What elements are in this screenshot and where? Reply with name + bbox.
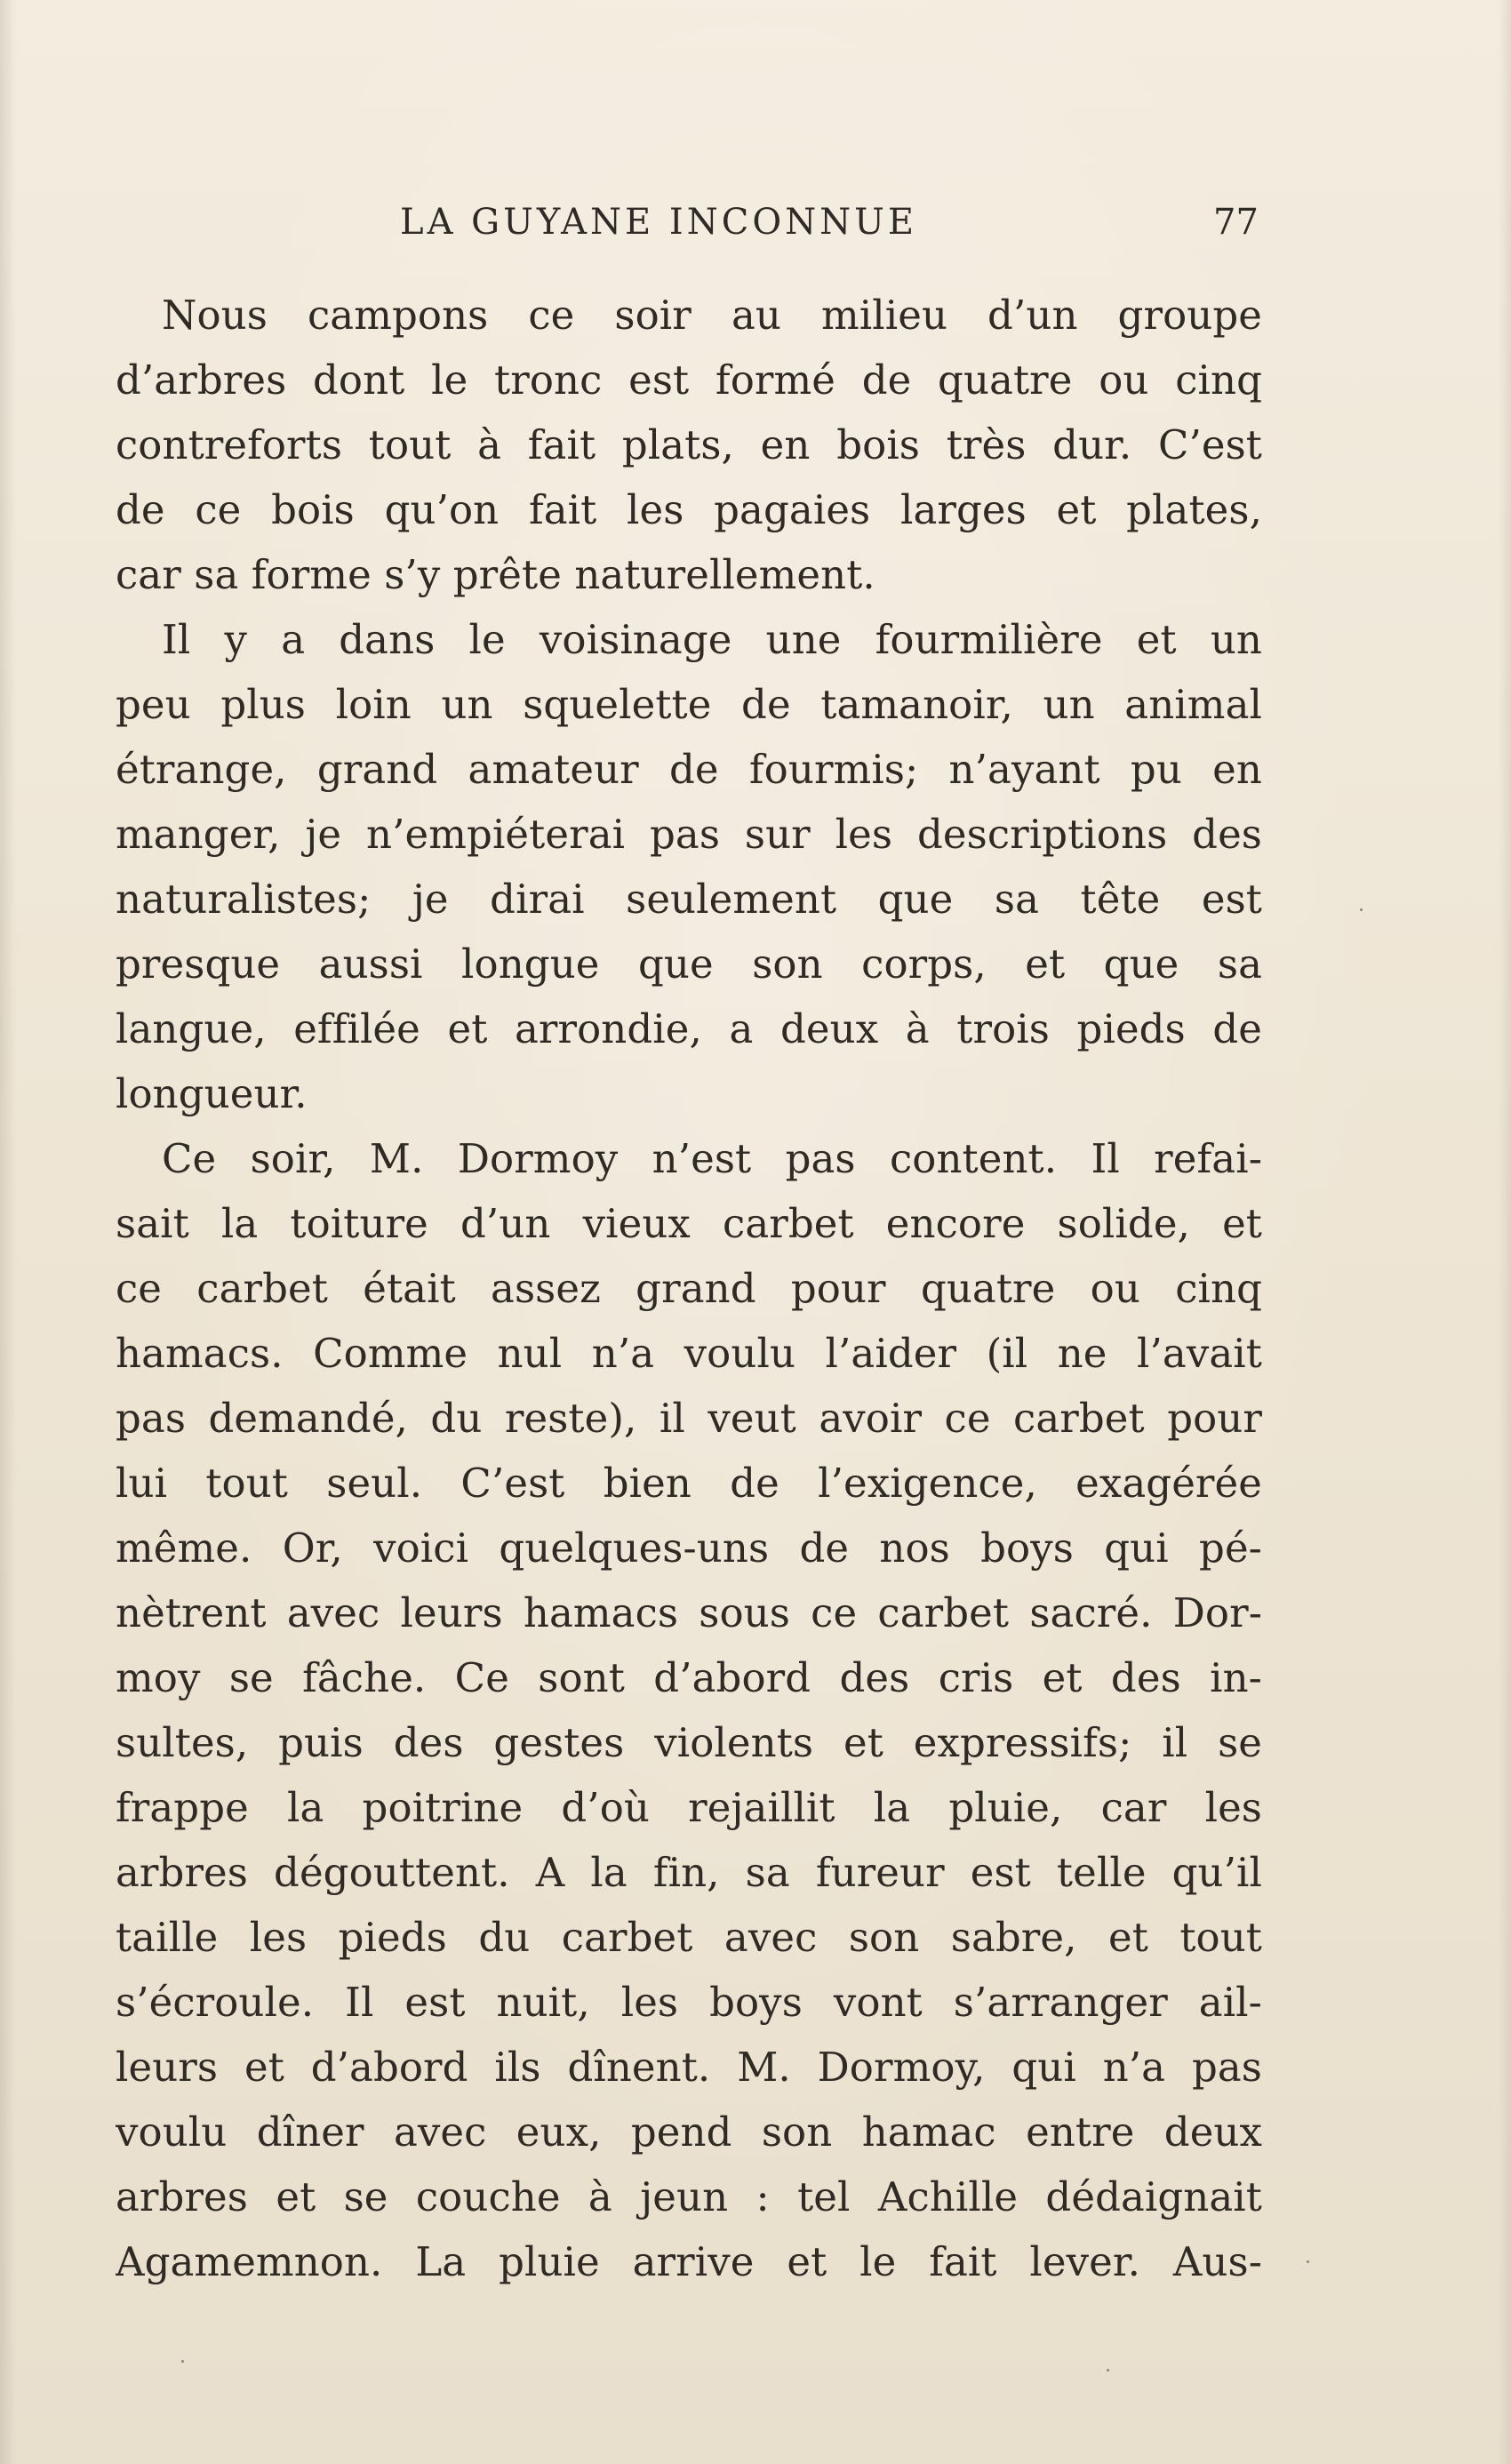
text-line: Il y a dans le voisinage une fourmilière et un	[162, 616, 1262, 663]
text-line: leurs et d’abord ils dînent. M. Dormoy, qui n’a pas	[116, 2044, 1262, 2091]
paper-speck	[1307, 2260, 1309, 2263]
text-line: nètrent avec leurs hamacs sous ce carbet sacré. Dor-	[116, 1589, 1262, 1636]
paper-speck	[181, 2360, 184, 2363]
page-header	[0, 194, 1511, 251]
text-line: naturalistes; je dirai seulement que sa tête est	[116, 876, 1262, 923]
text-line: presque aussi longue que son corps, et que sa	[116, 940, 1262, 988]
page-number: 77	[1213, 202, 1259, 243]
page-edge-shadow-right	[1499, 0, 1511, 2464]
text-line: arbres dégouttent. A la fin, sa fureur est telle qu’il	[116, 1849, 1262, 1896]
text-line: peu plus loin un squelette de tamanoir, un animal	[116, 681, 1262, 728]
text-line: Nous campons ce soir au milieu d’un groupe	[162, 292, 1262, 339]
text-line: hamacs. Comme nul n’a voulu l’aider (il ne l’avait	[116, 1330, 1262, 1377]
running-title: LA GUYANE INCONNUE	[400, 202, 918, 243]
paper-speck	[1107, 2369, 1109, 2372]
text-line: pas demandé, du reste), il veut avoir ce carbet pour	[116, 1395, 1262, 1442]
text-line: même. Or, voici quelques-uns de nos boys qui pé-	[116, 1524, 1262, 1572]
text-line: sultes, puis des gestes violents et expressifs; il se	[116, 1719, 1262, 1766]
text-line: Ce soir, M. Dormoy n’est pas content. Il refai-	[162, 1135, 1262, 1182]
text-line: ce carbet était assez grand pour quatre ou cinq	[116, 1265, 1262, 1312]
paper-speck	[1360, 908, 1363, 911]
text-line: arbres et se couche à jeun : tel Achille dédaignait	[116, 2173, 1262, 2220]
text-line: frappe la poitrine d’où rejaillit la pluie, car les	[116, 1784, 1262, 1831]
text-line: langue, effilée et arrondie, a deux à trois pieds de	[116, 1005, 1262, 1052]
text-line: manger, je n’empiéterai pas sur les descriptions des	[116, 811, 1262, 858]
text-line: car sa forme s’y prête naturellement.	[116, 551, 875, 598]
text-line: contreforts tout à fait plats, en bois très dur. C’est	[116, 421, 1262, 468]
text-line: Agamemnon. La pluie arrive et le fait lever. Aus-	[116, 2238, 1262, 2285]
text-line: longueur.	[116, 1070, 308, 1117]
page-edge-shadow-left	[0, 0, 16, 2464]
text-line: lui tout seul. C’est bien de l’exigence, exagérée	[116, 1460, 1262, 1507]
text-line: étrange, grand amateur de fourmis; n’ayant pu en	[116, 746, 1262, 793]
text-line: d’arbres dont le tronc est formé de quatre ou cinq	[116, 356, 1262, 404]
body-text	[116, 283, 1262, 2309]
text-line: taille les pieds du carbet avec son sabre, et tout	[116, 1914, 1262, 1961]
text-line: moy se fâche. Ce sont d’abord des cris et des in-	[116, 1654, 1262, 1701]
text-line: voulu dîner avec eux, pend son hamac entre deux	[116, 2108, 1262, 2156]
text-line: de ce bois qu’on fait les pagaies larges et plates,	[116, 486, 1262, 533]
text-line: s’écroule. Il est nuit, les boys vont s’arranger ail-	[116, 1979, 1262, 2026]
text-line: sait la toiture d’un vieux carbet encore solide, et	[116, 1200, 1262, 1247]
